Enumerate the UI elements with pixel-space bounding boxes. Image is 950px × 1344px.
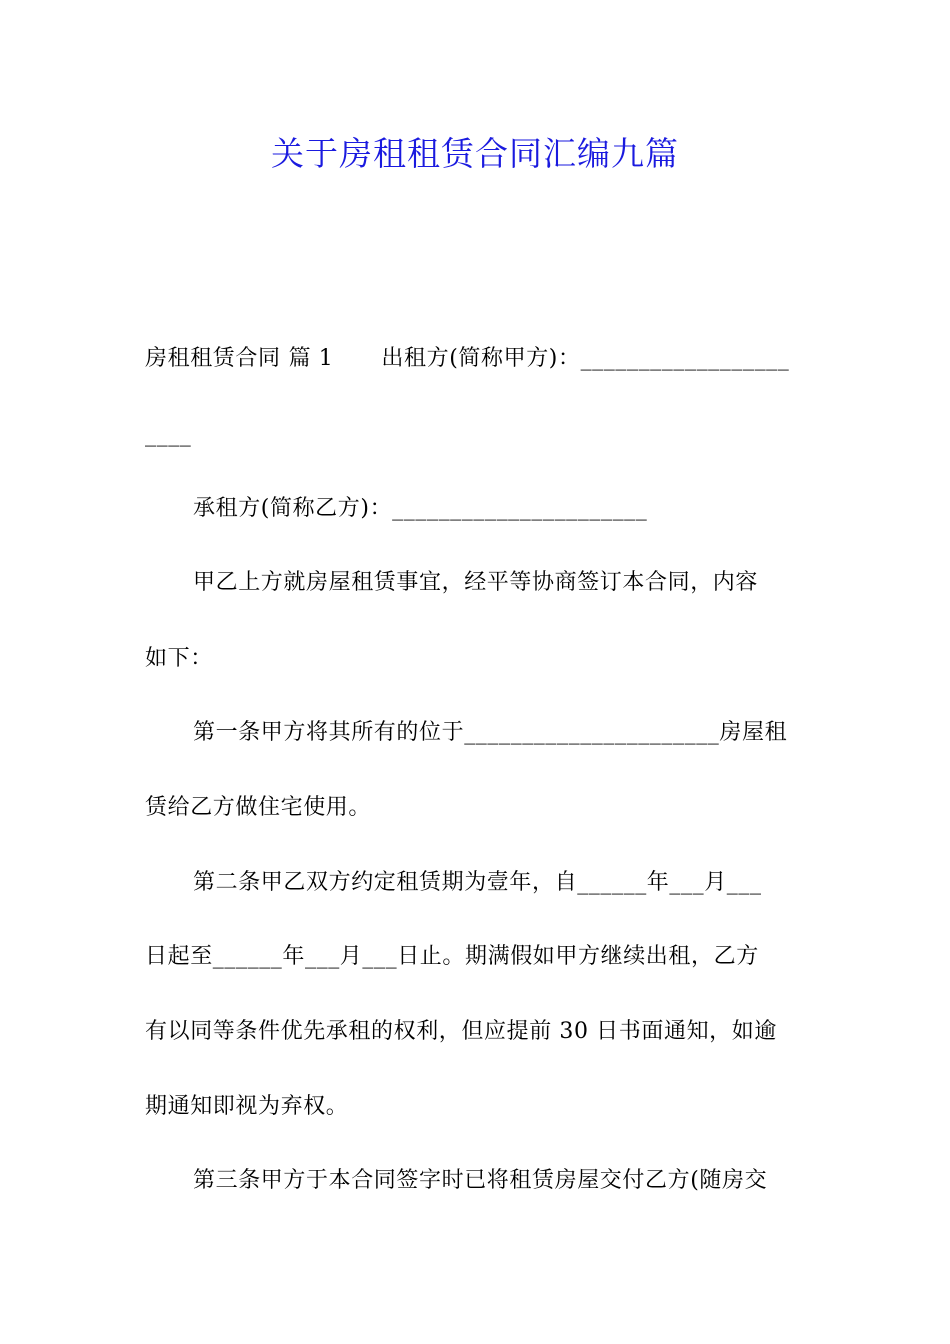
line-1 <box>145 344 789 374</box>
line-2: ____ <box>145 422 192 447</box>
article-3-line: 第三条甲方于本合同签字时已将租赁房屋交付乙方(随房交 <box>193 1168 768 1193</box>
contract-heading: 房租租赁合同 <box>145 346 281 371</box>
document-title: 关于房租租赁合同汇编九篇 <box>271 134 679 173</box>
article-2-line: 日起至______年___月___日止。期满假如甲方继续出租，乙方 <box>145 944 759 969</box>
article-2-line: 第二条甲乙双方约定租赁期为壹年，自______年___月___ <box>193 870 762 895</box>
lessee-field: 承租方(简称乙方)：______________________ <box>193 496 648 521</box>
article-1-line: 赁给乙方做住宅使用。 <box>145 795 372 820</box>
lessor-field: 出租方(简称甲方)：__________________ <box>381 346 790 371</box>
article-2-line: 有以同等条件优先承租的权利，但应提前 30 日书面通知，如逾 <box>145 1019 777 1044</box>
article-2-line: 期通知即视为弃权。 <box>145 1094 349 1119</box>
article-1-line: 第一条甲方将其所有的位于______________________房屋租 <box>193 720 788 745</box>
paragraph-line: 甲乙上方就房屋租赁事宜，经平等协商签订本合同，内容 <box>193 570 759 595</box>
section-number: 篇 1 <box>288 346 334 371</box>
paragraph-line: 如下： <box>145 646 213 671</box>
